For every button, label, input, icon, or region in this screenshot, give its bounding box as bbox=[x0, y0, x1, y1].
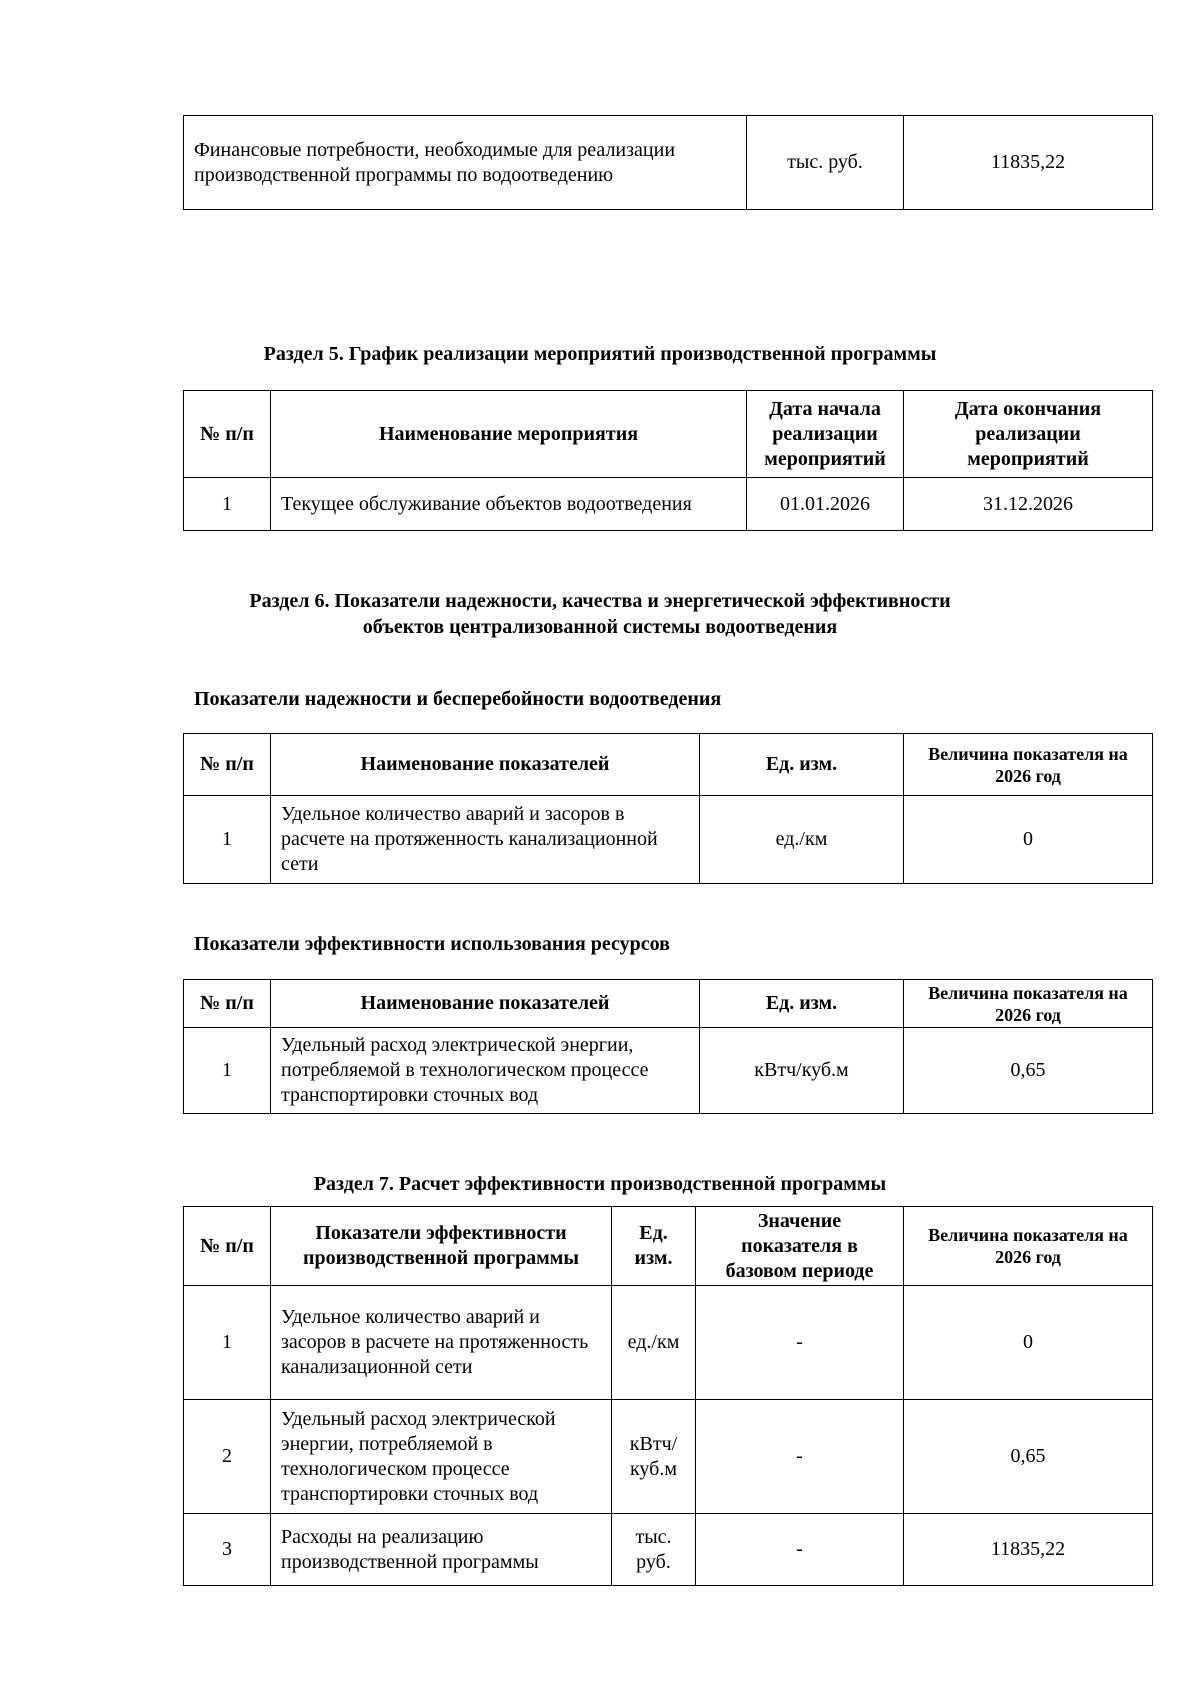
col-header-unit: Ед. изм. bbox=[612, 1207, 696, 1286]
row-value: 0,65 bbox=[904, 1028, 1153, 1114]
reliability-subtitle: Показатели надежности и бесперебойности водоотведения bbox=[194, 688, 722, 710]
col-header-name: Показатели эффективности производственной программы bbox=[271, 1207, 612, 1286]
section6-title-line1: Раздел 6. Показатели надежности, качества и энергетической эффективности bbox=[249, 590, 951, 612]
table-row bbox=[184, 1514, 1153, 1586]
col-header-start: Дата начала реализации мероприятий bbox=[747, 391, 904, 478]
financial-needs-table bbox=[183, 115, 1153, 210]
efficiency-table bbox=[183, 979, 1153, 1114]
row-num: 1 bbox=[184, 796, 271, 884]
col-header-unit: Ед. изм. bbox=[700, 734, 904, 796]
col-header-num: № п/п bbox=[184, 734, 271, 796]
table-row bbox=[184, 1028, 1153, 1114]
financial-needs-label: Финансовые потребности, необходимые для реализации производственной программы по водоотведению bbox=[184, 116, 747, 210]
table-row bbox=[184, 1400, 1153, 1514]
row-end-date: 31.12.2026 bbox=[904, 478, 1153, 531]
row-start-date: 01.01.2026 bbox=[747, 478, 904, 531]
row-num: 1 bbox=[184, 1028, 271, 1114]
row-value: 0,65 bbox=[904, 1400, 1153, 1514]
row-num: 1 bbox=[184, 478, 271, 531]
col-header-name: Наименование мероприятия bbox=[271, 391, 747, 478]
row-unit: тыс. руб. bbox=[612, 1514, 696, 1586]
row-base: - bbox=[696, 1514, 904, 1586]
row-num: 3 bbox=[184, 1514, 271, 1586]
col-header-value: Величина показателя на 2026 год bbox=[904, 734, 1153, 796]
col-header-value: Величина показателя на 2026 год bbox=[904, 1207, 1153, 1286]
table-header-row bbox=[184, 1207, 1153, 1286]
row-value: 0 bbox=[904, 796, 1153, 884]
section5-table bbox=[183, 390, 1153, 531]
col-header-name: Наименование показателей bbox=[271, 734, 700, 796]
reliability-table bbox=[183, 733, 1153, 884]
row-num: 2 bbox=[184, 1400, 271, 1514]
financial-needs-value: 11835,22 bbox=[904, 116, 1153, 210]
row-name: Удельное количество аварий и засоров в расчете на протяженность канализационной сети bbox=[271, 796, 700, 884]
table-row bbox=[184, 1286, 1153, 1400]
row-num: 1 bbox=[184, 1286, 271, 1400]
col-header-value: Величина показателя на 2026 год bbox=[904, 980, 1153, 1028]
row-base: - bbox=[696, 1400, 904, 1514]
row-name: Удельный расход электрической энергии, потребляемой в технологическом процессе транспортировки сточных вод bbox=[271, 1400, 612, 1514]
row-unit: ед./км bbox=[612, 1286, 696, 1400]
col-header-base: Значение показателя в базовом периоде bbox=[696, 1207, 904, 1286]
efficiency-subtitle: Показатели эффективности использования ресурсов bbox=[194, 933, 670, 955]
table-header-row bbox=[184, 734, 1153, 796]
row-name: Удельный расход электрической энергии, потребляемой в технологическом процессе транспортировки сточных вод bbox=[271, 1028, 700, 1114]
table-row bbox=[184, 116, 1153, 210]
financial-needs-unit: тыс. руб. bbox=[747, 116, 904, 210]
col-header-end: Дата окончания реализации мероприятий bbox=[904, 391, 1153, 478]
row-unit: кВтч/ куб.м bbox=[612, 1400, 696, 1514]
table-row bbox=[184, 796, 1153, 884]
col-header-name: Наименование показателей bbox=[271, 980, 700, 1028]
row-name: Расходы на реализацию производственной программы bbox=[271, 1514, 612, 1586]
row-base: - bbox=[696, 1286, 904, 1400]
table-header-row bbox=[184, 980, 1153, 1028]
section7-table bbox=[183, 1206, 1153, 1586]
col-header-num: № п/п bbox=[184, 391, 271, 478]
row-name: Удельное количество аварий и засоров в расчете на протяженность канализационной сети bbox=[271, 1286, 612, 1400]
col-header-num: № п/п bbox=[184, 980, 271, 1028]
section6-title-line2: объектов централизованной системы водоотведения bbox=[362, 616, 838, 638]
row-name: Текущее обслуживание объектов водоотведения bbox=[271, 478, 747, 531]
table-row bbox=[184, 478, 1153, 531]
col-header-num: № п/п bbox=[184, 1207, 271, 1286]
row-value: 0 bbox=[904, 1286, 1153, 1400]
row-unit: ед./км bbox=[700, 796, 904, 884]
col-header-unit: Ед. изм. bbox=[700, 980, 904, 1028]
row-value: 11835,22 bbox=[904, 1514, 1153, 1586]
row-unit: кВтч/куб.м bbox=[700, 1028, 904, 1114]
table-header-row bbox=[184, 391, 1153, 478]
section7-title: Раздел 7. Расчет эффективности производственной программы bbox=[313, 1173, 887, 1195]
section5-title: Раздел 5. График реализации мероприятий производственной программы bbox=[263, 343, 937, 365]
